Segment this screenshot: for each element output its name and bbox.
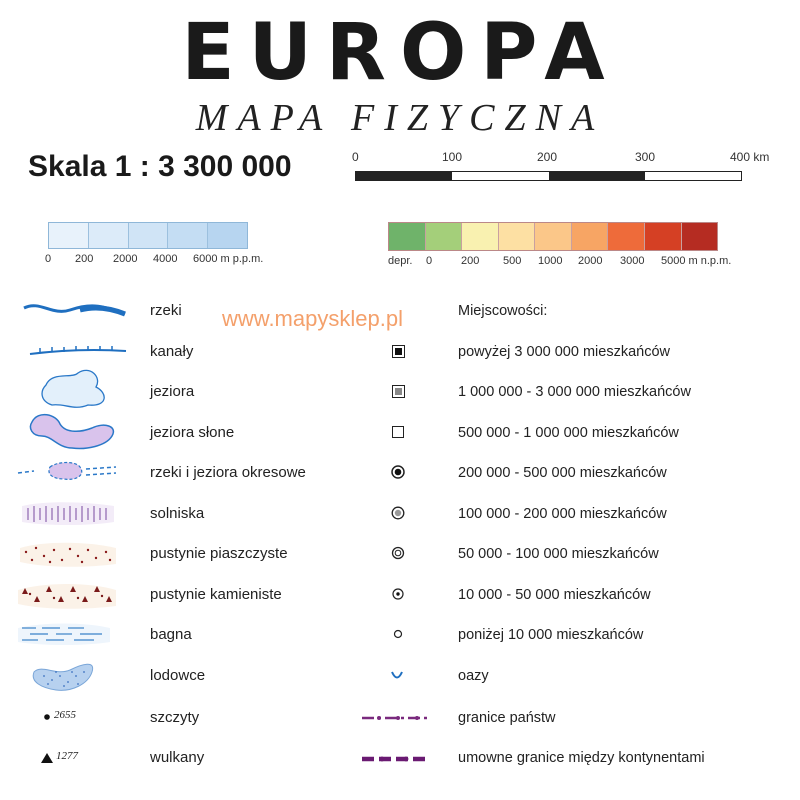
depth-label: 2000 (113, 253, 138, 265)
color-swatch (498, 223, 535, 250)
glacier-icon (30, 658, 100, 694)
depth-label: 4000 (153, 253, 178, 265)
color-swatch (389, 223, 425, 250)
oasis-icon (389, 669, 405, 683)
city-100k-icon (390, 505, 406, 521)
color-swatch (534, 223, 571, 250)
legend-label-rivers: rzeki (150, 302, 182, 319)
scale-bar (355, 171, 742, 181)
scale-bar-label: 200 (537, 150, 558, 164)
legend-label-city-10k: 10 000 - 50 000 mieszkańców (458, 587, 651, 603)
continent-border-icon (360, 752, 432, 766)
height-color-scale (388, 222, 718, 251)
state-border-icon (360, 711, 432, 725)
height-label: 3000 (620, 255, 645, 267)
scale-bar-label: 300 (635, 150, 656, 164)
depth-color-scale (48, 222, 248, 249)
color-swatch (128, 223, 168, 248)
legend-label-city-100k: 100 000 - 200 000 mieszkańców (458, 506, 667, 522)
legend-label-city-500k: 500 000 - 1 000 000 mieszkańców (458, 425, 679, 441)
swamp-icon (14, 620, 114, 648)
height-label: 500 (503, 255, 522, 267)
depth-label: 0 (45, 253, 52, 265)
color-swatch (461, 223, 498, 250)
watermark: www.mapysklep.pl (222, 306, 403, 331)
depth-label: 6000 m p.p.m. (193, 253, 264, 265)
color-swatch (425, 223, 462, 250)
peak-icon (40, 710, 54, 724)
color-swatch (571, 223, 608, 250)
height-label: 5000 m n.p.m. (661, 255, 732, 267)
legend-label-canals: kanały (150, 343, 194, 360)
legend-label-city-1m: 1 000 000 - 3 000 000 mieszkańców (458, 384, 691, 400)
legend-label-swamps: bagna (150, 626, 192, 643)
color-swatch (88, 223, 128, 248)
color-swatch (681, 223, 718, 250)
legend-label-stone-deserts: pustynie kamieniste (150, 586, 282, 603)
height-label: depr. (388, 255, 413, 267)
seasonal-lake-icon (16, 459, 120, 485)
city-50k-icon (390, 545, 406, 561)
legend-label-city-small: poniżej 10 000 mieszkańców (458, 627, 644, 643)
river-icon (20, 298, 130, 326)
height-label: 0 (426, 255, 433, 267)
height-label: 200 (461, 255, 480, 267)
peak-sample-height: 2655 (54, 709, 76, 721)
color-swatch (49, 223, 88, 248)
legend-label-oases: oazy (458, 668, 489, 684)
scale-bar-label: 100 (442, 150, 463, 164)
volcano-sample-height: 1277 (56, 750, 78, 762)
scale-bar-label: 400 km (730, 150, 770, 164)
legend-label-salt-lakes: jeziora słone (150, 424, 235, 441)
depth-label: 200 (75, 253, 94, 265)
city-500k-icon (392, 426, 404, 438)
legend-label-sand-deserts: pustynie piaszczyste (150, 545, 288, 562)
stone-desert-icon (14, 580, 120, 610)
color-swatch (207, 223, 247, 248)
salt-flat-icon (18, 500, 118, 526)
map-subtitle: MAPA FIZYCZNA (195, 97, 605, 139)
legend-label-continent-borders: umowne granice między kontynentami (458, 750, 705, 766)
sand-desert-icon (16, 540, 120, 568)
height-label: 2000 (578, 255, 603, 267)
city-3m-icon (392, 345, 405, 358)
height-label: 1000 (538, 255, 563, 267)
city-10k-icon (390, 586, 406, 602)
salt-lake-icon (26, 408, 122, 454)
map-title: EUROPA (181, 8, 619, 98)
scale-ratio: Skala 1 : 3 300 000 (28, 150, 292, 183)
legend-label-peaks: szczyty (150, 709, 200, 726)
color-swatch (167, 223, 207, 248)
legend-label-city-50k: 50 000 - 100 000 mieszkańców (458, 546, 659, 562)
city-200k-icon (390, 464, 406, 480)
legend-label-salt-flats: solniska (150, 505, 205, 522)
color-swatch (644, 223, 681, 250)
legend-label-city-200k: 200 000 - 500 000 mieszkańców (458, 465, 667, 481)
legend-label-volcanoes: wulkany (150, 749, 205, 766)
city-1m-icon (392, 385, 405, 398)
canal-icon (28, 342, 128, 362)
scale-bar-label: 0 (352, 150, 359, 164)
settlements-header: Miejscowości: (458, 303, 548, 319)
color-swatch (607, 223, 644, 250)
legend-label-glaciers: lodowce (150, 667, 206, 684)
legend-label-lakes: jeziora (150, 383, 195, 400)
legend-label-city-3m: powyżej 3 000 000 mieszkańców (458, 344, 670, 360)
lake-icon (38, 367, 118, 413)
volcano-icon (40, 751, 54, 765)
legend-label-state-borders: granice państw (458, 710, 556, 726)
legend-label-seasonal: rzeki i jeziora okresowe (150, 464, 306, 481)
city-small-icon (390, 626, 406, 642)
